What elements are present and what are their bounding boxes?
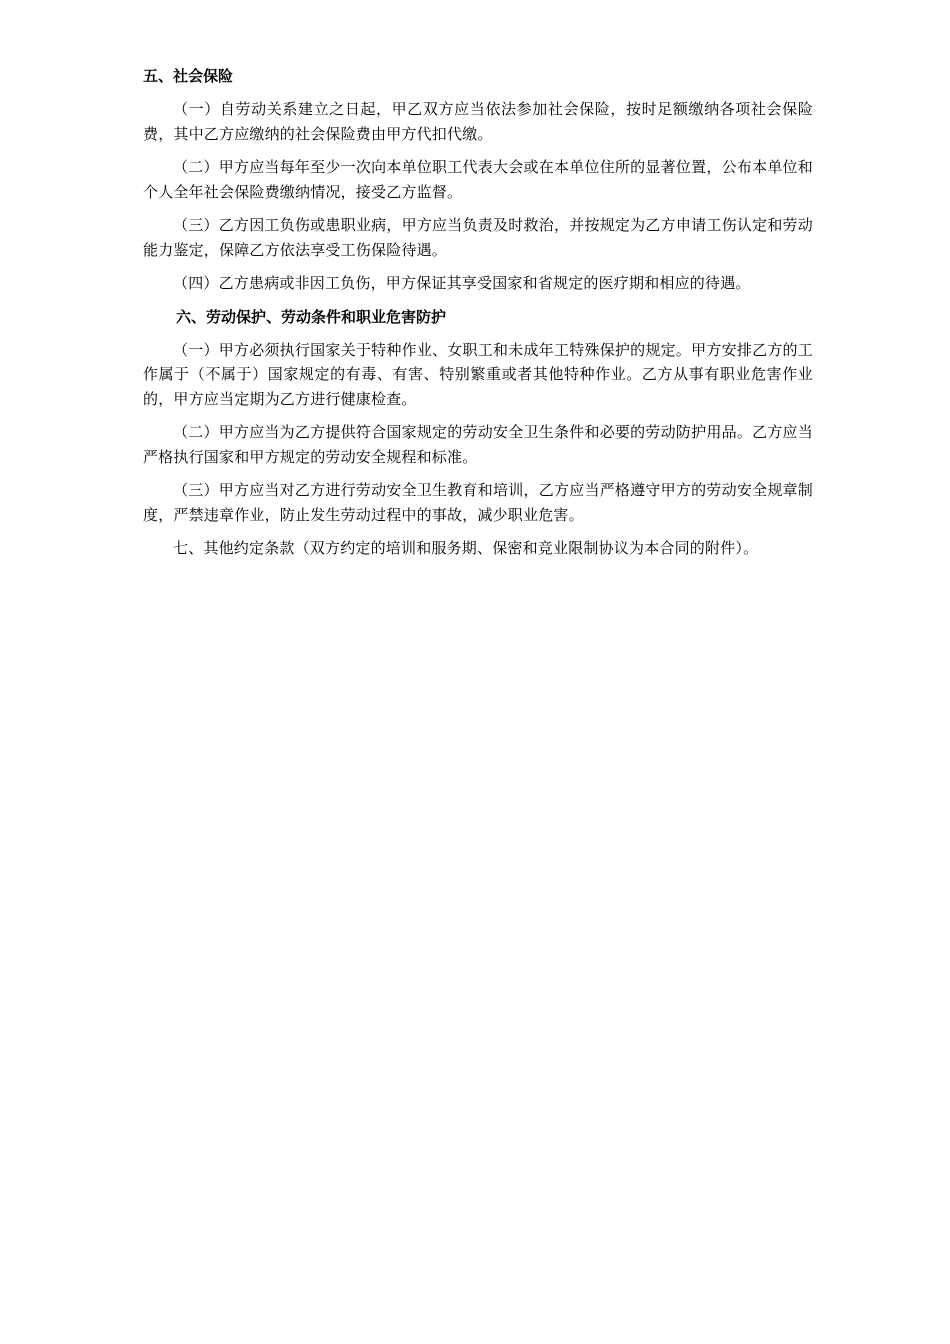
section-6-paragraph-1: （一）甲方必须执行国家关于特种作业、女职工和未成年工特殊保护的规定。甲方安排乙方的工作属于（不属于）国家规定的有毒、有害、特别繁重或者其他特种作业。乙方从事有职业危害作业的，甲方应当定期为乙方进行健康检查。: [143, 340, 813, 408]
section-5-paragraph-2: （二）甲方应当每年至少一次向本单位职工代表大会或在本单位住所的显著位置，公布本单位和个人全年社会保险费缴纳情况，接受乙方监督。: [143, 158, 813, 201]
section-6-paragraph-3: （三）甲方应当对乙方进行劳动安全卫生教育和培训，乙方应当严格遵守甲方的劳动安全规章制度，严禁违章作业，防止发生劳动过程中的事故，减少职业危害。: [143, 481, 813, 524]
section-5-heading: 五、社会保险: [143, 67, 234, 85]
section-6-heading: 六、劳动保护、劳动条件和职业危害防护: [176, 307, 447, 326]
section-5-paragraph-3: （三）乙方因工负伤或患职业病，甲方应当负责及时救治，并按规定为乙方申请工伤认定和劳动能力鉴定，保障乙方依法享受工伤保险待遇。: [143, 216, 813, 259]
section-5-paragraph-4: （四）乙方患病或非因工负伤，甲方保证其享受国家和省规定的医疗期和相应的待遇。: [173, 274, 751, 292]
section-6-paragraph-2: （二）甲方应当为乙方提供符合国家规定的劳动安全卫生条件和必要的劳动防护用品。乙方应当严格执行国家和甲方规定的劳动安全规程和标准。: [143, 423, 813, 466]
document-page: [143, 64, 813, 570]
section-7-paragraph: 七、其他约定条款（双方约定的培训和服务期、保密和竞业限制协议为本合同的附件）。: [173, 539, 759, 557]
section-5-paragraph-1: （一）自劳动关系建立之日起，甲乙双方应当依法参加社会保险，按时足额缴纳各项社会保险费，其中乙方应缴纳的社会保险费由甲方代扣代缴。: [143, 100, 813, 143]
